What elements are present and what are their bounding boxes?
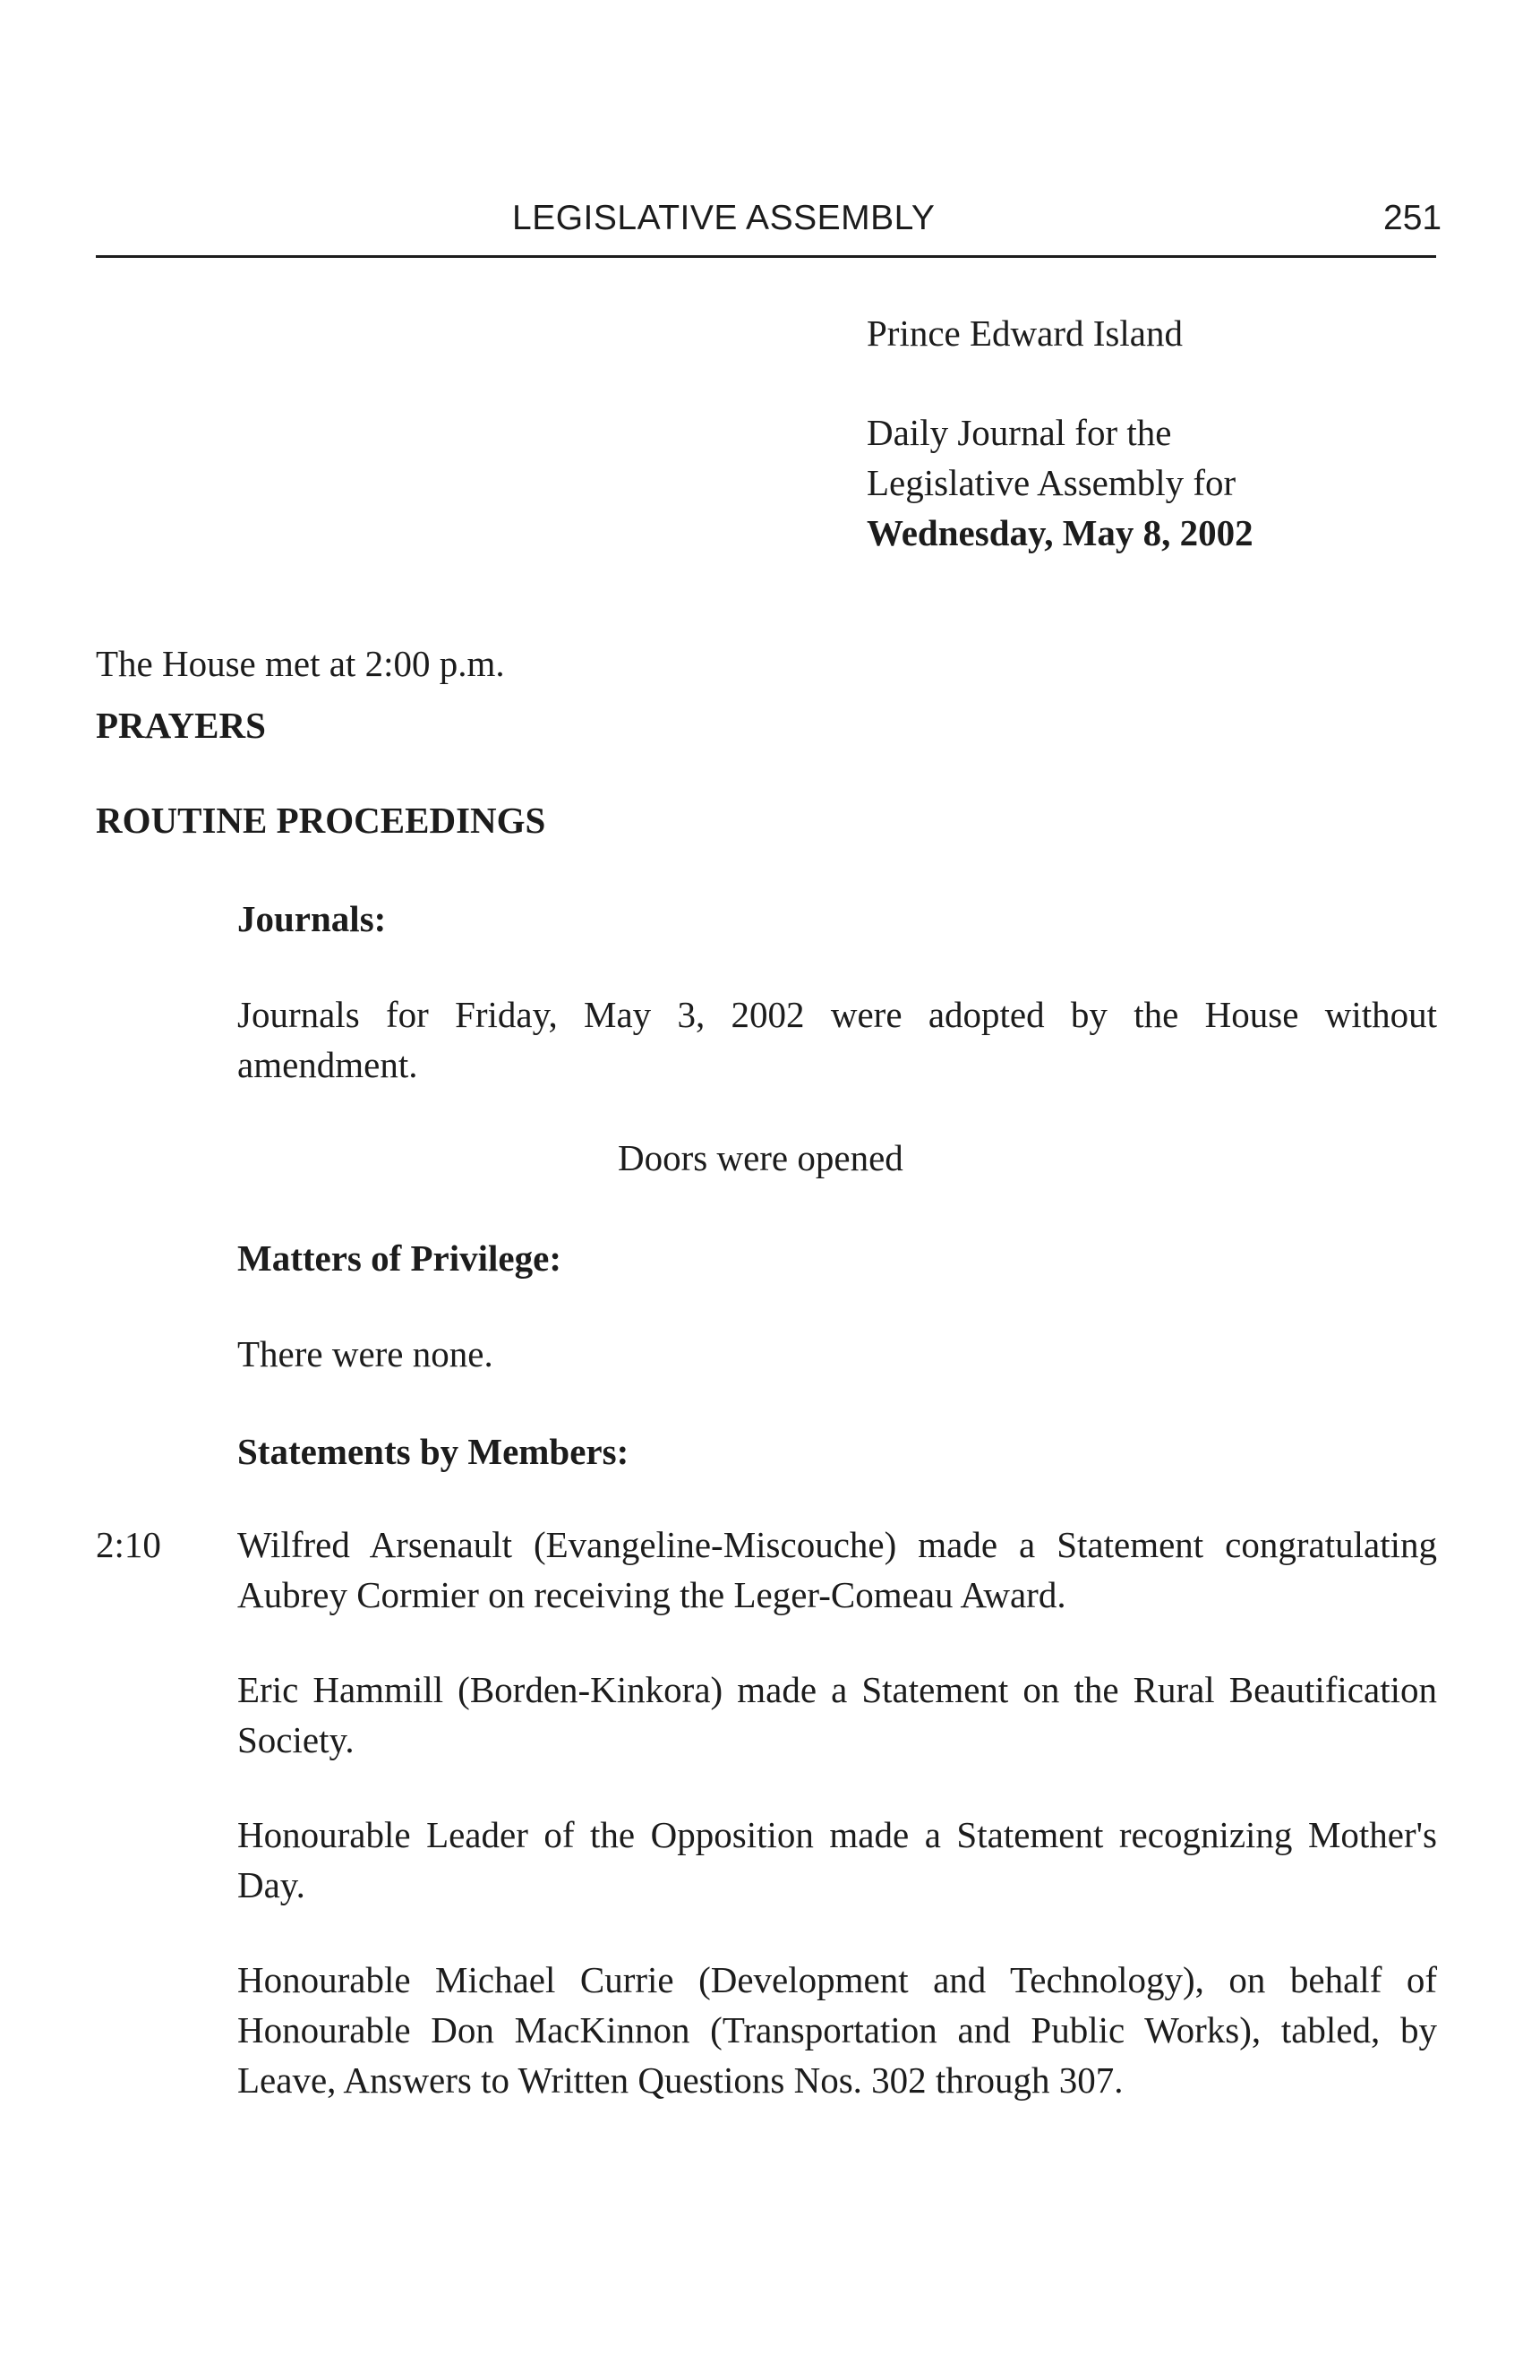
matters-of-privilege-text: There were none. [237,1333,493,1374]
opening-line: The House met at 2:00 p.m. [96,643,505,684]
statement-item: Wilfred Arsenault (Evangeline-Miscouche) made a Statement congratulating Aubrey Cormier on receiving the Leger-Comeau Award. [237,1524,1437,1615]
province-name: Prince Edward Island [867,312,1183,354]
journal-title-line-1: Daily Journal for the [867,412,1172,453]
matters-of-privilege-heading: Matters of Privilege: [237,1237,561,1279]
sitting-date: Wednesday, May 8, 2002 [867,512,1253,553]
running-header-title: LEGISLATIVE ASSEMBLY [512,199,936,237]
doors-opened-note: Doors were opened [618,1137,903,1178]
statement-item: Honourable Michael Currie (Development and Technology), on behalf of Honourable Don MacKinnon (Transportation and Public Works), tabled, by Leave, Answers to Written Questions Nos. 302 through 307. [237,1959,1437,2101]
routine-proceedings-heading: ROUTINE PROCEEDINGS [96,800,546,841]
journal-title-line-2: Legislative Assembly for [867,462,1236,503]
time-marker: 2:10 [96,1524,161,1565]
statements-by-members-heading: Statements by Members: [237,1431,629,1472]
statement-item: Honourable Leader of the Opposition made a Statement recognizing Mother's Day. [237,1814,1437,1905]
prayers-heading: PRAYERS [96,705,266,746]
page-number: 251 [1383,199,1442,237]
journals-text: Journals for Friday, May 3, 2002 were adopted by the House without amendment. [237,994,1437,1085]
header-rule [96,255,1436,258]
journals-heading: Journals: [237,898,387,939]
statement-item: Eric Hammill (Borden-Kinkora) made a Statement on the Rural Beautification Society. [237,1669,1437,1760]
